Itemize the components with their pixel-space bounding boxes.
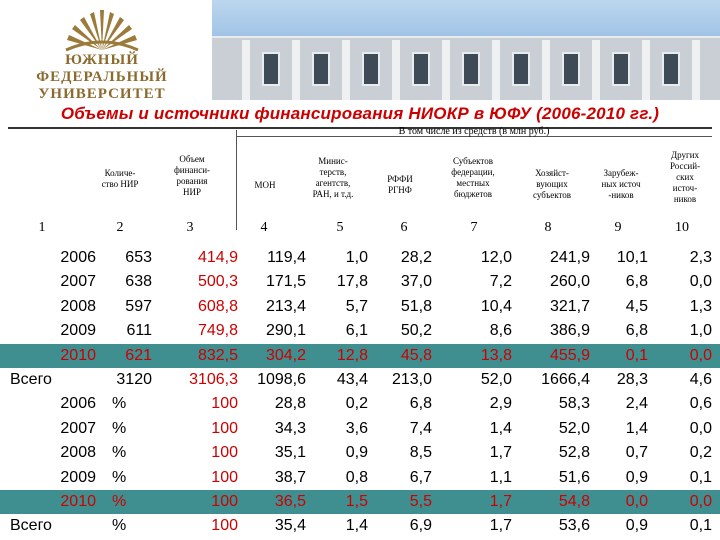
table-cell: % bbox=[112, 419, 127, 437]
table-cell: 1098,6 bbox=[257, 371, 306, 388]
table-cell: 0,0 bbox=[689, 493, 712, 510]
table-cell: 52,0 bbox=[480, 371, 512, 388]
table-cell: 6,1 bbox=[345, 322, 368, 340]
row-label: 2008 bbox=[60, 297, 96, 315]
row-label: 2009 bbox=[60, 322, 96, 340]
table-cell: 51,6 bbox=[558, 468, 590, 486]
table-cell: 1,7 bbox=[489, 444, 512, 462]
row-label: 2008 bbox=[60, 444, 96, 462]
table-cell: 1,7 bbox=[489, 517, 512, 535]
table-cell: 52,0 bbox=[558, 419, 590, 437]
table-cell: 1,0 bbox=[345, 249, 368, 266]
table-cell: 100 bbox=[211, 444, 238, 462]
table-cell: 10,1 bbox=[616, 249, 648, 266]
table-cell: 28,3 bbox=[616, 371, 648, 388]
table-cell: 6,8 bbox=[625, 273, 648, 291]
table-cell: 1666,4 bbox=[541, 371, 590, 388]
table-row bbox=[0, 246, 720, 270]
row-label: 2006 bbox=[60, 249, 96, 266]
table-cell: 5,7 bbox=[345, 297, 368, 315]
table-cell: 6,8 bbox=[409, 395, 432, 413]
table-cell: 1,3 bbox=[689, 297, 712, 315]
table-cell: 28,2 bbox=[400, 249, 432, 266]
table-cell: 0,1 bbox=[689, 517, 712, 535]
table-cell: 100 bbox=[211, 419, 238, 437]
table-cell: 0,6 bbox=[689, 395, 712, 413]
table-cell: 51,8 bbox=[400, 297, 432, 315]
row-label: 2009 bbox=[60, 468, 96, 486]
table-cell: 0,8 bbox=[345, 468, 368, 486]
table-cell: 1,1 bbox=[489, 468, 512, 486]
table-cell: 0,7 bbox=[625, 444, 648, 462]
table-cell: 2,9 bbox=[489, 395, 512, 413]
col-header-count: Количе- ство НИР bbox=[101, 168, 139, 189]
table-cell: 12,8 bbox=[336, 346, 368, 364]
col-header-volume: Объем финанси- рования НИР bbox=[173, 154, 211, 197]
table-cell: 53,6 bbox=[558, 517, 590, 535]
table-cell: 0,2 bbox=[345, 395, 368, 413]
table-cell: 37,0 bbox=[400, 273, 432, 291]
col-number-8: 8 bbox=[544, 220, 552, 235]
table-cell: 0,0 bbox=[689, 273, 712, 291]
university-logo bbox=[22, 0, 182, 102]
table-cell: 7,2 bbox=[489, 273, 512, 291]
table-cell: 43,4 bbox=[336, 371, 368, 388]
col-number-9: 9 bbox=[614, 220, 622, 235]
table-cell: 34,3 bbox=[274, 419, 306, 437]
table-cell: % bbox=[112, 468, 127, 486]
table-cell: % bbox=[112, 517, 127, 535]
table-cell: 6,7 bbox=[409, 468, 432, 486]
table-cell: 35,4 bbox=[274, 517, 306, 535]
table-cell: 1,4 bbox=[345, 517, 368, 535]
table-cell: 5,5 bbox=[409, 493, 432, 510]
table-cell: 58,3 bbox=[558, 395, 590, 413]
page-title: Объемы и источники финансирования НИОКР в ЮФУ (2006-2010 гг.) bbox=[60, 104, 660, 123]
row-label: 2010 bbox=[60, 346, 96, 364]
table-cell: 832,5 bbox=[197, 346, 238, 364]
col-header-rffi: РФФИ РГНФ bbox=[387, 174, 413, 195]
table-cell: 321,7 bbox=[549, 297, 590, 315]
logo-line-1: ЮЖНЫЙ bbox=[65, 52, 139, 68]
table-cell: 8,6 bbox=[489, 322, 512, 340]
col-number-10: 10 bbox=[675, 220, 689, 235]
table-cell: 749,8 bbox=[197, 322, 238, 340]
table-row bbox=[0, 490, 720, 514]
table-cell: 2,4 bbox=[625, 395, 648, 413]
table-cell: 260,0 bbox=[549, 273, 590, 291]
table-cell: 455,9 bbox=[549, 346, 590, 364]
table-cell: 13,8 bbox=[480, 346, 512, 364]
table-cell: 0,9 bbox=[345, 444, 368, 462]
table-cell: 4,5 bbox=[625, 297, 648, 315]
header bbox=[0, 0, 720, 100]
col-header-other: Других Россий- ских источ- ников bbox=[669, 150, 701, 204]
group-header: В том числе из средств (в млн руб.) bbox=[398, 126, 550, 137]
col-header-ministries: Минис- терств, агентств, РАН, и т.д. bbox=[312, 156, 354, 199]
row-label: Всего bbox=[10, 517, 52, 535]
table-cell: 1,4 bbox=[489, 419, 512, 437]
table-cell: 608,8 bbox=[197, 297, 238, 315]
table-cell: 3120 bbox=[116, 371, 152, 388]
table-row bbox=[0, 319, 720, 343]
row-label: 2007 bbox=[60, 419, 96, 437]
table-cell: 304,2 bbox=[265, 346, 306, 364]
table-row bbox=[0, 441, 720, 465]
col-number-7: 7 bbox=[470, 220, 478, 235]
table-cell: 0,0 bbox=[689, 346, 712, 364]
table-cell: 638 bbox=[125, 273, 152, 291]
table-cell: 241,9 bbox=[549, 249, 590, 266]
col-number-6: 6 bbox=[400, 220, 408, 235]
table-cell: 7,4 bbox=[409, 419, 432, 437]
table-cell: 386,9 bbox=[549, 322, 590, 340]
table-cell: 100 bbox=[211, 395, 238, 413]
logo-line-2: ФЕДЕРАЛЬНЫЙ bbox=[36, 69, 168, 85]
table-cell: 290,1 bbox=[265, 322, 306, 340]
table-row bbox=[0, 392, 720, 416]
col-header-foreign: Зарубеж- ных источ -ников bbox=[601, 168, 641, 200]
table-cell: 414,9 bbox=[197, 249, 238, 266]
table-cell: 1,7 bbox=[489, 493, 512, 510]
col-number-1: 1 bbox=[38, 220, 46, 235]
table-cell: 3,6 bbox=[345, 419, 368, 437]
table-cell: 8,5 bbox=[409, 444, 432, 462]
table-cell: 10,4 bbox=[480, 297, 512, 315]
table-cell: 17,8 bbox=[336, 273, 368, 291]
logo-line-3: УНИВЕРСИТЕТ bbox=[38, 86, 166, 102]
table-cell: 45,8 bbox=[400, 346, 432, 364]
table-cell: 100 bbox=[211, 517, 238, 535]
table-cell: 0,9 bbox=[625, 468, 648, 486]
table-row bbox=[0, 514, 720, 538]
table-header bbox=[0, 126, 720, 240]
table-row bbox=[0, 270, 720, 294]
table-cell: 28,8 bbox=[274, 395, 306, 413]
table-cell: 52,8 bbox=[558, 444, 590, 462]
sunburst-emblem-icon bbox=[60, 4, 144, 54]
table-cell: 500,3 bbox=[197, 273, 238, 291]
table-cell: 621 bbox=[125, 346, 152, 364]
table-cell: 2,3 bbox=[689, 249, 712, 266]
table-cell: % bbox=[112, 444, 127, 462]
table-row bbox=[0, 466, 720, 490]
university-building-photo bbox=[212, 0, 720, 100]
table-cell: % bbox=[112, 493, 127, 510]
table-cell: 36,5 bbox=[274, 493, 306, 510]
table-cell: 4,6 bbox=[689, 371, 712, 388]
table-cell: 100 bbox=[211, 468, 238, 486]
col-number-4: 4 bbox=[260, 220, 268, 235]
table-cell: 0,0 bbox=[625, 493, 648, 510]
table-cell: 54,8 bbox=[558, 493, 590, 510]
table-cell: 653 bbox=[125, 249, 152, 266]
table-cell: 1,5 bbox=[345, 493, 368, 510]
table-cell: 1,4 bbox=[625, 419, 648, 437]
table-row bbox=[0, 417, 720, 441]
table-cell: 0,1 bbox=[689, 468, 712, 486]
table-cell: 213,0 bbox=[391, 371, 432, 388]
table-cell: % bbox=[112, 395, 127, 413]
table-cell: 119,4 bbox=[267, 249, 306, 266]
col-header-economic: Хозяйст- вующих субъектов bbox=[532, 168, 572, 200]
table-cell: 171,5 bbox=[265, 273, 306, 291]
table-cell: 3106,3 bbox=[189, 371, 238, 388]
table-row bbox=[0, 295, 720, 319]
table-cell: 0,2 bbox=[689, 444, 712, 462]
col-header-subjects: Субъектов федерации, местных бюджетов bbox=[451, 156, 495, 199]
table-cell: 38,7 bbox=[274, 468, 306, 486]
col-number-3: 3 bbox=[186, 220, 194, 235]
table-cell: 12,0 bbox=[480, 249, 512, 266]
table-cell: 597 bbox=[125, 297, 152, 315]
row-label: 2010 bbox=[60, 493, 96, 510]
table-cell: 50,2 bbox=[400, 322, 432, 340]
table-cell: 0,0 bbox=[689, 419, 712, 437]
col-number-2: 2 bbox=[116, 220, 124, 235]
table-cell: 0,9 bbox=[625, 517, 648, 535]
table-cell: 6,9 bbox=[409, 517, 432, 535]
table-cell: 35,1 bbox=[274, 444, 306, 462]
col-header-mon: МОН bbox=[254, 180, 276, 190]
col-number-5: 5 bbox=[336, 220, 344, 235]
row-label: 2007 bbox=[60, 273, 96, 291]
table-cell: 1,0 bbox=[689, 322, 712, 340]
table-cell: 611 bbox=[126, 322, 152, 340]
table-row bbox=[0, 344, 720, 368]
table-cell: 100 bbox=[211, 493, 238, 510]
table-cell: 6,8 bbox=[625, 322, 648, 340]
table-row bbox=[0, 368, 720, 392]
table-cell: 213,4 bbox=[265, 297, 306, 315]
row-label: 2006 bbox=[60, 395, 96, 413]
row-label: Всего bbox=[10, 371, 52, 388]
table-cell: 0,1 bbox=[625, 346, 648, 364]
